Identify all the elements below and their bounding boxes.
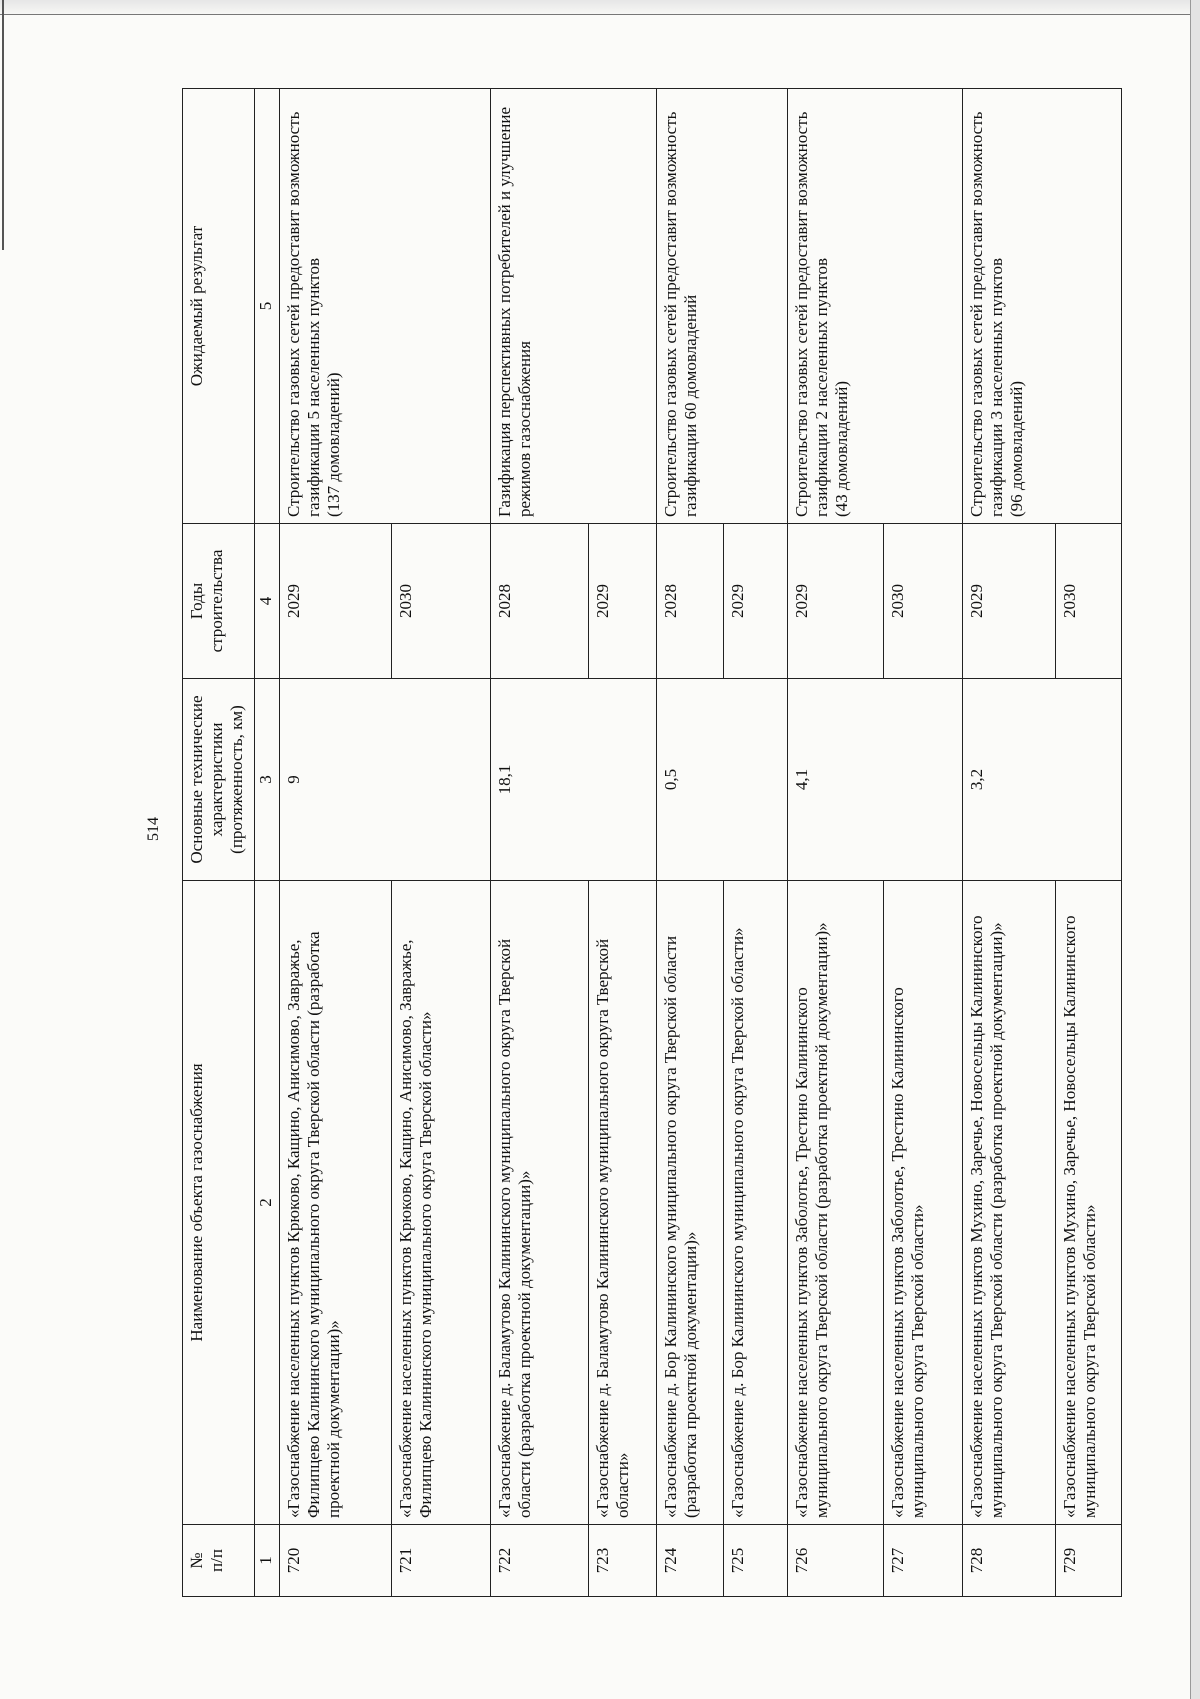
construction-year: 2030 (1056, 524, 1122, 679)
result-line: Строительство газовых сетей предоставит возможность газификации 5 населенных пунктов (284, 111, 323, 517)
gas-supply-table (182, 88, 1122, 1597)
object-name: «Газоснабжение д. Бор Калининского муниципального округа Тверской области (разработка проектной документации)» (656, 881, 724, 1525)
object-name: «Газоснабжение населенных пунктов Крюково, Кащино, Анисимово, Завражье, Филипцево Калининского муниципального округа Тверской области» (392, 881, 490, 1525)
table-row (656, 89, 724, 1597)
rotated-table-container (182, 89, 1122, 1597)
table-row (787, 89, 883, 1597)
length-km: 0,5 (656, 679, 787, 881)
row-number: 725 (724, 1525, 787, 1597)
object-name: «Газоснабжение населенных пунктов Мухино, Заречье, Новосельцы Калининского муниципального округа Тверской области (разработка проектной документации)» (962, 881, 1056, 1525)
expected-result (962, 89, 1122, 524)
length-km: 4,1 (787, 679, 962, 881)
scan-edge-left (2, 0, 4, 250)
scan-edge-right (1190, 0, 1200, 1699)
header-length: Основные технические характеристики (протяженность, км) (183, 679, 255, 881)
row-number: 722 (490, 1525, 588, 1597)
object-name: «Газоснабжение д. Баламутово Калининского муниципального округа Тверской области» (589, 881, 657, 1525)
expected-result (787, 89, 962, 524)
construction-year: 2030 (883, 524, 962, 679)
result-line: Строительство газовых сетей предоставит возможность газификации 60 домовладений (660, 111, 700, 517)
object-name: «Газоснабжение д. Баламутово Калининского муниципального округа Тверской области (разработка проектной документации)» (490, 881, 588, 1525)
result-line: (43 домовладений) (831, 381, 851, 517)
construction-year: 2029 (962, 524, 1056, 679)
header-row (183, 89, 255, 1597)
column-number: 3 (255, 679, 280, 881)
row-number: 727 (883, 1525, 962, 1597)
result-line: Газификация перспективных потребителей и улучшение режимов газоснабжения (494, 106, 534, 517)
header-num: № п/п (183, 1525, 255, 1597)
column-number: 1 (255, 1525, 280, 1597)
result-line: (96 домовладений) (1006, 381, 1026, 517)
row-number: 721 (392, 1525, 490, 1597)
result-line: Строительство газовых сетей предоставит возможность газификации 3 населенных пунктов (966, 111, 1006, 517)
object-name: «Газоснабжение населенных пунктов Заболотье, Трестино Калининского муниципального округа Тверской области» (883, 881, 962, 1525)
construction-year: 2029 (787, 524, 883, 679)
row-number: 720 (280, 1525, 392, 1597)
expected-result (490, 89, 656, 524)
row-number: 728 (962, 1525, 1056, 1597)
construction-year: 2029 (280, 524, 392, 679)
construction-year: 2030 (392, 524, 490, 679)
column-number-row (255, 89, 280, 1597)
object-name: «Газоснабжение д. Бор Калининского муниципального округа Тверской области» (724, 881, 787, 1525)
construction-year: 2029 (724, 524, 787, 679)
result-line: Строительство газовых сетей предоставит возможность газификации 2 населенных пунктов (791, 111, 831, 517)
column-number: 4 (255, 524, 280, 679)
table-row (490, 89, 588, 1597)
row-number: 724 (656, 1525, 724, 1597)
object-name: «Газоснабжение населенных пунктов Мухино, Заречье, Новосельцы Калининского муниципального округа Тверской области» (1056, 881, 1122, 1525)
column-number: 5 (255, 89, 280, 524)
header-name: Наименование объекта газоснабжения (183, 881, 255, 1525)
length-km: 18,1 (490, 679, 656, 881)
column-number: 2 (255, 881, 280, 1525)
result-line: (137 домовладений) (324, 372, 343, 517)
table-row (280, 89, 392, 1597)
construction-year: 2029 (589, 524, 657, 679)
length-km: 3,2 (962, 679, 1122, 881)
object-name: «Газоснабжение населенных пунктов Крюково, Кащино, Анисимово, Завражье, Филипцево Калининского муниципального округа Тверской области (разработка проектной документации)» (280, 881, 392, 1525)
header-years: Годы строительства (183, 524, 255, 679)
construction-year: 2028 (490, 524, 588, 679)
table-row (962, 89, 1056, 1597)
row-number: 726 (787, 1525, 883, 1597)
expected-result (280, 89, 491, 524)
length-km: 9 (280, 679, 491, 881)
object-name: «Газоснабжение населенных пунктов Заболотье, Трестино Калининского муниципального округа Тверской области (разработка проектной документации)» (787, 881, 883, 1525)
scan-edge-top (0, 0, 1200, 15)
header-result: Ожидаемый результат (183, 89, 255, 524)
expected-result (656, 89, 787, 524)
construction-year: 2028 (656, 524, 724, 679)
page-number: 514 (145, 817, 162, 841)
row-number: 723 (589, 1525, 657, 1597)
row-number: 729 (1056, 1525, 1122, 1597)
